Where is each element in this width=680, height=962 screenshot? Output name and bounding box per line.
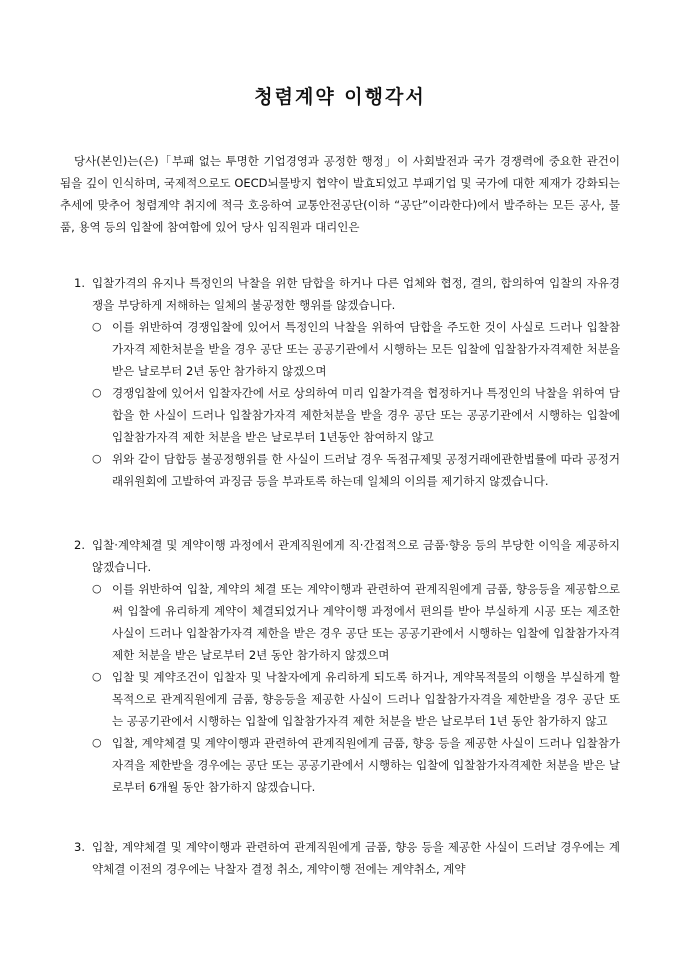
section-3-number: 3. xyxy=(74,840,85,854)
section-2-heading xyxy=(60,534,620,578)
list-item xyxy=(92,666,620,732)
section-1 xyxy=(60,272,620,492)
section-1-number: 1. xyxy=(74,276,85,290)
intro-paragraph: 당사(본인)는(은)「부패 없는 투명한 기업경영과 공정한 행정」이 사회발전과 국가 경쟁력에 중요한 관건이 됨을 깊이 인식하며, 국제적으로도 OECD뇌물방지 협약이 발효되었고 부패기업 및 국가에 대한 제재가 강화되는 추세에 맞추어 청렴계약 취지에 적극 호응하여 교통안전공단(이하 “공단”이라한다)에서 발주하는 모든 공사, 물품, 용역 등의 입찰에 참여함에 있어 당사 임직원과 대리인은 xyxy=(60,154,620,234)
section-1-text: 입찰가격의 유지나 특정인의 낙찰을 위한 담합을 하거나 다른 업체와 협정, 결의, 합의하여 입찰의 자유경쟁을 부당하게 저해하는 일체의 불공정한 행위를 않겠습니다. xyxy=(92,276,620,312)
bullet-text: 위와 같이 담합등 불공정행위를 한 사실이 드러날 경우 독점규제및 공정거래에관한법률에 따라 공정거래위원회에 고발하여 과징금 등을 부과토록 하는데 일체의 이의를 제기하지 않겠습니다. xyxy=(112,452,620,488)
circle-bullet-icon: ○ xyxy=(92,452,102,465)
list-item xyxy=(92,316,620,382)
bullet-text: 입찰 및 계약조건이 입찰자 및 낙찰자에게 유리하게 되도록 하거나, 계약목적물의 이행을 부실하게 할 목적으로 관계직원에게 금품, 향응등을 제공한 사실이 드러나 입찰참가자격을 제한받을 경우 공단 또는 공공기관에서 시행하는 입찰에 입찰참가자격 제한 처분을 받은 날로부터 1년 동안 참가하지 않고 xyxy=(112,670,620,728)
circle-bullet-icon: ○ xyxy=(92,736,102,749)
section-2-bullets xyxy=(60,578,620,798)
circle-bullet-icon: ○ xyxy=(92,320,102,333)
section-3 xyxy=(60,836,620,880)
list-item xyxy=(92,732,620,798)
section-3-heading xyxy=(60,836,620,880)
circle-bullet-icon: ○ xyxy=(92,670,102,683)
section-1-bullets xyxy=(60,316,620,492)
section-3-text: 입찰, 계약체결 및 계약이행과 관련하여 관계직원에게 금품, 향응 등을 제공한 사실이 드러날 경우에는 계약체결 이전의 경우에는 낙찰자 결정 취소, 계약이행 전에는 계약취소, 계약 xyxy=(92,840,620,876)
bullet-text: 이를 위반하여 경쟁입찰에 있어서 특정인의 낙찰을 위하여 담합을 주도한 것이 사실로 드러나 입찰참가자격 제한처분을 받을 경우 공단 또는 공공기관에서 시행하는 모든 입찰에 입찰참가자격제한 처분을 받은 날로부터 2년 동안 참가하지 않겠으며 xyxy=(112,320,620,378)
list-item xyxy=(92,578,620,666)
circle-bullet-icon: ○ xyxy=(92,386,102,399)
section-2-text: 입찰·계약체결 및 계약이행 과정에서 관계직원에게 직·간접적으로 금품·향응 등의 부당한 이익을 제공하지 않겠습니다. xyxy=(92,538,620,574)
bullet-text: 이를 위반하여 입찰, 계약의 체결 또는 계약이행과 관련하여 관계직원에게 금품, 향응등을 제공함으로써 입찰에 유리하게 계약이 체결되었거나 계약이행 과정에서 편의를 받아 부실하게 시공 또는 제조한 사실이 드러나 입찰참가자격 제한을 받은 경우 공단 또는 공공기관에서 시행하는 입찰에 입찰참가자격 제한 처분을 받은 날로부터 2년 동안 참가하지 않겠으며 xyxy=(112,582,620,662)
bullet-text: 경쟁입찰에 있어서 입찰자간에 서로 상의하여 미리 입찰가격을 협정하거나 특정인의 낙찰을 위하여 담합을 한 사실이 드러나 입찰참가자격 제한처분을 받을 경우 공단 또는 공공기관에서 시행하는 입찰에 입찰참가자격 제한 처분을 받은 날로부터 1년동안 참여하지 않고 xyxy=(112,386,620,444)
bullet-text: 입찰, 계약체결 및 계약이행과 관련하여 관계직원에게 금품, 향응 등을 제공한 사실이 드러나 입찰참가자격을 제한받을 경우에는 공단 또는 공공기관에서 시행하는 입찰에 입찰참가자격제한 처분을 받은 날로부터 6개월 동안 참가하지 않겠습니다. xyxy=(112,736,620,794)
list-item xyxy=(92,382,620,448)
circle-bullet-icon: ○ xyxy=(92,582,102,595)
document-title: 청렴계약 이행각서 xyxy=(254,86,426,108)
section-2-number: 2. xyxy=(74,538,85,552)
list-item xyxy=(92,448,620,492)
section-2 xyxy=(60,534,620,798)
section-1-heading xyxy=(60,272,620,316)
